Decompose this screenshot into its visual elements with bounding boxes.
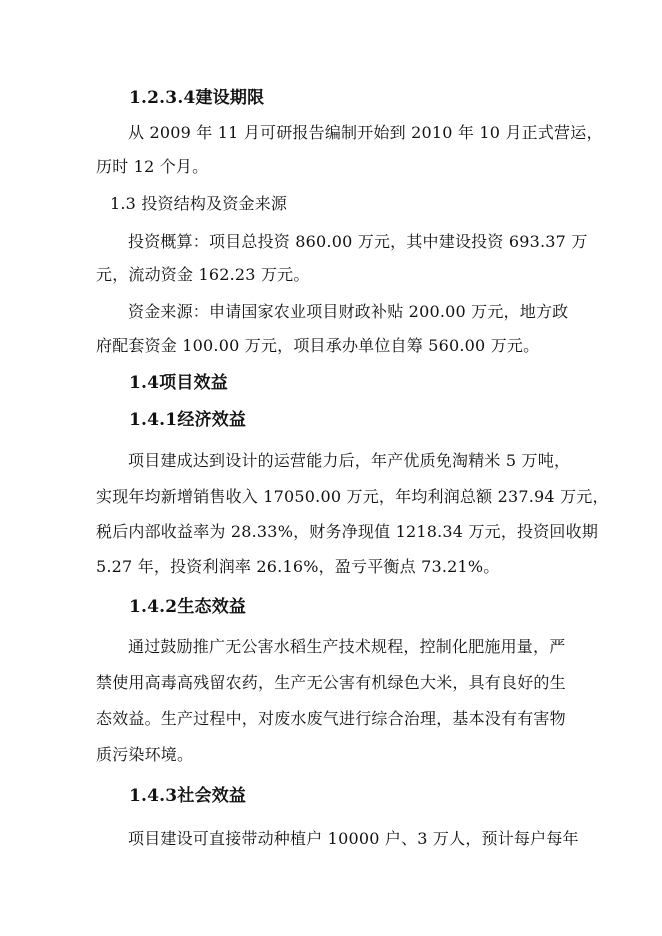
paragraph-line: 资金来源：申请国家农业项目财政补贴 200.00 万元，地方政: [128, 302, 569, 321]
heading-1-4-1: 1.4.1经济效益: [129, 410, 247, 430]
paragraph-line: 通过鼓励推广无公害水稻生产技术规程，控制化肥施用量，严: [128, 637, 566, 656]
paragraph-line: 实现年均新增销售收入 17050.00 万元，年均利润总额 237.94 万元，: [96, 487, 609, 506]
paragraph-line: 项目建设可直接带动种植户 10000 户、3 万人，预计每户每年: [128, 829, 579, 848]
heading-1-4-2: 1.4.2生态效益: [129, 597, 247, 617]
paragraph-line: 税后内部收益率为 28.33%，财务净现值 1218.34 万元，投资回收期: [96, 522, 599, 541]
heading-1-4-3: 1.4.3社会效益: [129, 786, 247, 806]
paragraph-line: 项目建成达到设计的运营能力后，年产优质免淘精米 5 万吨，: [128, 451, 571, 470]
heading-1-2-3-4: 1.2.3.4建设期限: [129, 88, 265, 108]
heading-1-3: 1.3 投资结构及资金来源: [110, 194, 288, 213]
paragraph-line: 元，流动资金 162.23 万元。: [96, 265, 310, 284]
paragraph-line: 投资概算：项目总投资 860.00 万元，其中建设投资 693.37 万: [128, 232, 588, 251]
paragraph-line: 从 2009 年 11 月可研报告编制开始到 2010 年 10 月正式营运，: [128, 123, 603, 142]
paragraph-line: 历时 12 个月。: [96, 157, 209, 176]
paragraph-line: 态效益。生产过程中，对废水废气进行综合治理，基本没有有害物: [96, 709, 566, 728]
paragraph-line: 府配套资金 100.00 万元，项目承办单位自筹 560.00 万元。: [96, 336, 540, 355]
heading-1-4: 1.4项目效益: [129, 373, 228, 393]
paragraph-line: 禁使用高毒高残留农药，生产无公害有机绿色大米，具有良好的生: [96, 673, 566, 692]
paragraph-line: 5.27 年，投资利润率 26.16%，盈亏平衡点 73.21%。: [96, 557, 500, 576]
paragraph-line: 质污染环境。: [96, 745, 194, 764]
